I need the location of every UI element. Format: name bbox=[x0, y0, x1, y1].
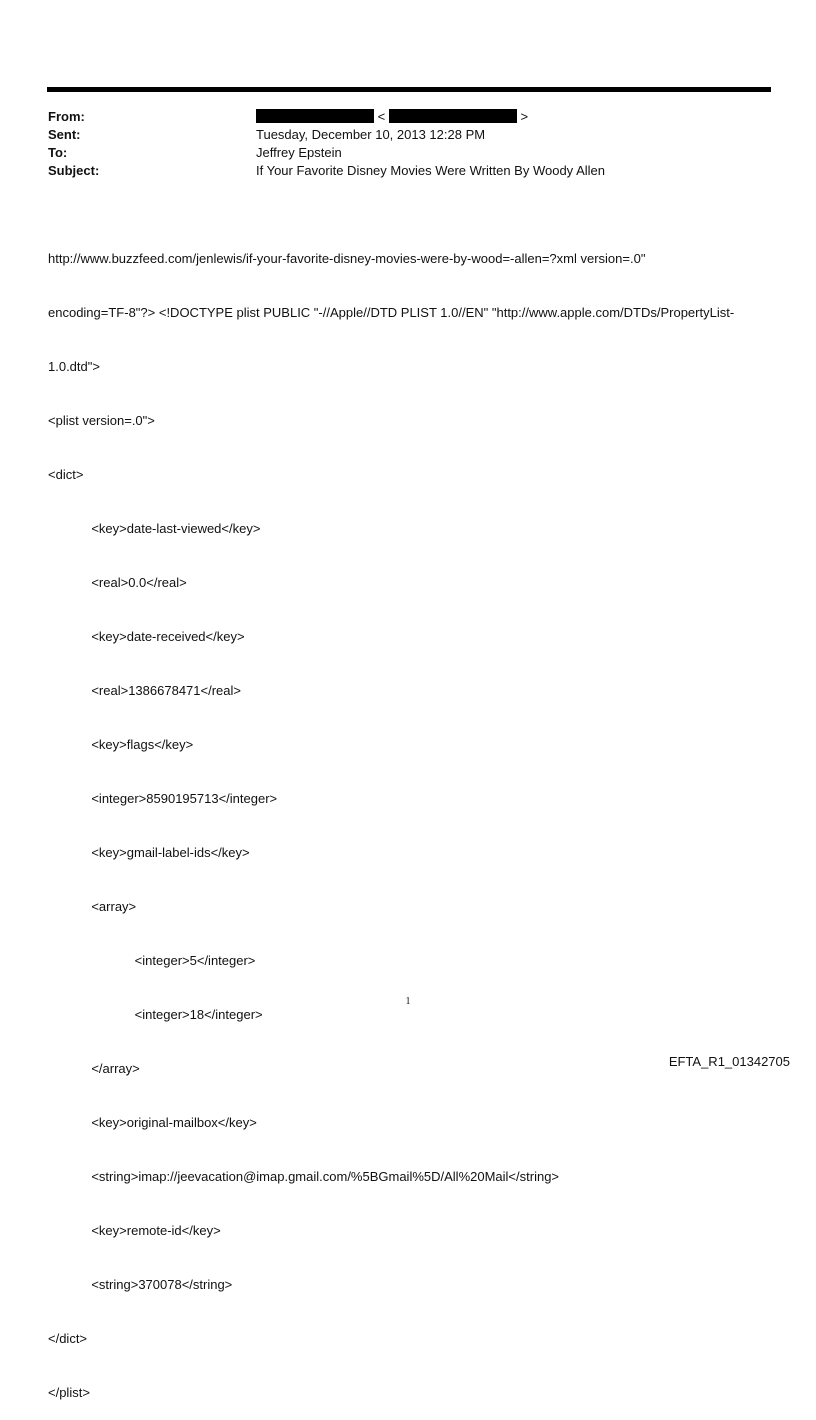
body-line: <key>date-received</key> bbox=[48, 629, 245, 644]
body-line: </array> bbox=[48, 1061, 140, 1076]
page-number: 1 bbox=[405, 996, 411, 1007]
body-line: <integer>18</integer> bbox=[48, 1007, 263, 1022]
to-value: Jeffrey Epstein bbox=[256, 145, 342, 160]
from-label: From: bbox=[48, 109, 85, 124]
to-label: To: bbox=[48, 145, 68, 160]
body-line: <string>370078</string> bbox=[48, 1277, 233, 1292]
body-line: <real>1386678471</real> bbox=[48, 683, 241, 698]
sent-label: Sent: bbox=[48, 127, 81, 142]
body-line: <key>date-last-viewed</key> bbox=[48, 521, 261, 536]
from-open-bracket: < bbox=[377, 109, 386, 124]
body-line: <dict> bbox=[48, 467, 84, 482]
body-line: <key>gmail-label-ids</key> bbox=[48, 845, 250, 860]
body-line: <integer>8590195713</integer> bbox=[48, 791, 278, 806]
sent-value: Tuesday, December 10, 2013 12:28 PM bbox=[256, 127, 486, 142]
email-body bbox=[48, 214, 772, 1420]
redaction-box bbox=[389, 109, 517, 123]
body-line: </dict> bbox=[48, 1331, 88, 1346]
body-line: http://www.buzzfeed.com/jenlewis/if-your-favorite-disney-movies-were-by-wood=-allen=?xml version=.0" bbox=[48, 251, 646, 266]
body-line: <key>original-mailbox</key> bbox=[48, 1115, 257, 1130]
body-line: encoding=TF-8"?> <!DOCTYPE plist PUBLIC "-//Apple//DTD PLIST 1.0//EN" "http://www.apple.com/DTDs/PropertyList- bbox=[48, 305, 735, 320]
body-line: 1.0.dtd"> bbox=[48, 359, 100, 374]
from-close-bracket: > bbox=[520, 109, 529, 124]
body-line: <string>imap://jeevacation@imap.gmail.com/%5BGmail%5D/All%20Mail</string> bbox=[48, 1169, 560, 1184]
redaction-box bbox=[256, 109, 374, 123]
body-line: <integer>5</integer> bbox=[48, 953, 256, 968]
body-line: <array> bbox=[48, 899, 137, 914]
body-line: <key>remote-id</key> bbox=[48, 1223, 221, 1238]
body-line: <plist version=.0"> bbox=[48, 413, 155, 428]
subject-label: Subject: bbox=[48, 163, 100, 178]
from-value bbox=[256, 108, 528, 126]
body-line: </plist> bbox=[48, 1385, 90, 1400]
subject-value: If Your Favorite Disney Movies Were Written By Woody Allen bbox=[256, 163, 605, 178]
document-id: EFTA_R1_01342705 bbox=[668, 1054, 790, 1069]
body-line: <real>0.0</real> bbox=[48, 575, 187, 590]
body-line: <key>flags</key> bbox=[48, 737, 194, 752]
header-rule bbox=[47, 87, 771, 92]
